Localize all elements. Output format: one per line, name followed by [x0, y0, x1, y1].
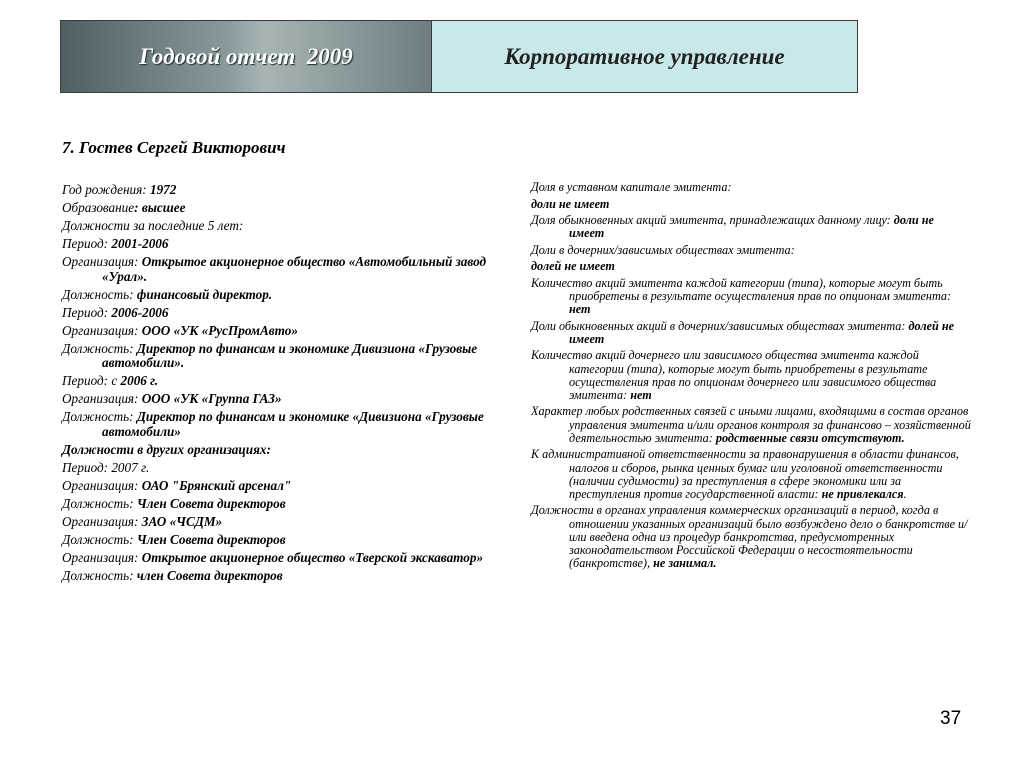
biography-column	[62, 183, 502, 587]
field-label: Период:	[62, 236, 112, 251]
field-value: родственные связи отсутствуют.	[715, 430, 905, 445]
field-label: Организация:	[62, 549, 142, 565]
field-value: Член Совета директоров	[136, 495, 286, 511]
disclosure-line	[531, 405, 971, 445]
field-label: Должность:	[62, 531, 137, 547]
field-label: К административной ответственности за правонарушения в области финансов, налогов и сборов, рынка ценных бумаг или уголовной ответственности (наличии судимости) за преступления в сфере экономики или за преступления против государственной власти:	[531, 447, 959, 501]
bio-line	[62, 255, 502, 284]
field-value: : высшее	[134, 200, 186, 215]
field-label: Должность:	[62, 286, 137, 302]
bio-line	[62, 443, 502, 458]
field-value: нет	[569, 302, 591, 317]
bio-line	[62, 183, 502, 198]
disclosure-line	[531, 181, 971, 194]
disclosure-line	[531, 320, 971, 346]
disclosure-line	[531, 198, 971, 211]
field-value: 2006-2006	[111, 304, 169, 320]
field-value: доли не имеет	[531, 196, 610, 211]
field-label: Должности за последние 5 лет:	[62, 218, 244, 233]
field-label: Должность:	[62, 409, 137, 424]
field-label: Доля обыкновенных акций эмитента, принадлежащих данному лицу:	[531, 213, 894, 227]
section-title: Корпоративное управление	[504, 43, 785, 69]
field-label: Год рождения:	[62, 182, 150, 197]
field-label: Организация:	[62, 513, 142, 529]
field-label: Организация:	[62, 391, 142, 406]
field-label: Должность:	[62, 495, 137, 511]
section-title-box	[432, 21, 857, 92]
field-value: 2006 г.	[120, 373, 159, 388]
field-value: 1972	[149, 182, 177, 197]
bio-line	[62, 497, 502, 512]
field-value: ООО «УК «РусПромАвто»	[141, 322, 298, 338]
person-title: 7. Гостев Сергей Викторович	[62, 138, 286, 157]
field-value: Открытое акционерное общество «Автомобильный завод «Урал».	[102, 254, 487, 284]
field-label: Организация:	[62, 477, 142, 493]
field-suffix: .	[903, 486, 907, 501]
field-value: долей не имеет	[569, 318, 955, 346]
slide-header	[60, 20, 858, 93]
field-label: Доли в дочерних/зависимых обществах эмитента:	[531, 242, 795, 257]
field-label: Должность:	[62, 340, 137, 356]
bio-line	[62, 410, 502, 439]
field-value: ЗАО «ЧСДМ»	[141, 513, 223, 529]
field-value: член Совета директоров	[136, 567, 283, 583]
field-value: доли не имеет	[569, 213, 934, 241]
field-label: Характер любых родственных связей с иными лицами, входящими в состав органов управления эмитента и/или органов контроля за финансово – хозяйственной деятельностью эмитента:	[531, 404, 971, 445]
bio-line	[62, 219, 502, 234]
page-number: 37	[940, 708, 962, 729]
disclosure-line	[531, 277, 971, 317]
field-value: Член Совета директоров	[136, 531, 286, 547]
field-value: ООО «УК «Группа ГАЗ»	[141, 391, 282, 406]
disclosure-line	[531, 260, 971, 273]
bio-line	[62, 237, 502, 252]
field-value: нет	[630, 387, 652, 402]
bio-line	[62, 551, 502, 566]
field-value: долей не имеет	[531, 259, 615, 274]
shareholding-column	[531, 181, 971, 574]
field-value: Директор по финансам и экономике «Дивизиона «Грузовые автомобили»	[102, 409, 484, 439]
disclosure-line	[531, 214, 971, 240]
bio-line	[62, 461, 502, 476]
disclosure-line	[531, 244, 971, 257]
bio-line	[62, 569, 502, 584]
field-value: финансовый директор.	[136, 286, 273, 302]
disclosure-line	[531, 448, 971, 501]
field-value: не привлекался	[821, 486, 904, 501]
field-value: Открытое акционерное общество «Тверской экскаватор»	[141, 549, 484, 565]
bio-line	[62, 374, 502, 389]
field-label: Должности в органах управления коммерческих организаций в период, когда в отношении указанных организаций было возбуждено дело о банкротстве и/или введена одна из процедур банкротства, предусмотренных законодательством Российской Федерации о несостоятельности (банкротстве),	[531, 503, 968, 571]
report-title-box	[61, 21, 432, 92]
disclosure-line	[531, 504, 971, 570]
field-label: Образование	[62, 200, 135, 215]
bio-line	[62, 324, 502, 339]
field-label: Период: 2007 г.	[62, 459, 150, 475]
report-title: Годовой отчет 2009	[139, 43, 353, 69]
field-value: Должности в других организациях:	[62, 441, 271, 457]
field-value: 2001-2006	[111, 236, 169, 251]
field-label: Организация:	[62, 254, 142, 269]
disclosure-line	[531, 349, 971, 402]
bio-line	[62, 515, 502, 530]
field-label: Период:	[62, 304, 112, 320]
field-label: Количество акций дочернего или зависимого общества эмитента каждой категории (типа), которые могут быть приобретены в результате осуществления прав по опционам дочернего или зависимого общества эмитента:	[531, 348, 937, 402]
bio-line	[62, 342, 502, 371]
field-value: не занимал.	[653, 556, 717, 571]
bio-line	[62, 201, 502, 216]
field-label: Период: с	[62, 373, 121, 388]
field-label: Доля в уставном капитале эмитента:	[531, 180, 732, 194]
field-value: ОАО "Брянский арсенал"	[141, 477, 292, 493]
field-value: Директор по финансам и экономике Дивизиона «Грузовые автомобили».	[102, 340, 478, 370]
field-label: Должность:	[62, 567, 137, 583]
bio-line	[62, 306, 502, 321]
bio-line	[62, 533, 502, 548]
field-label: Организация:	[62, 322, 142, 338]
bio-line	[62, 392, 502, 407]
field-label: Количество акций эмитента каждой категории (типа), которые могут быть приобретены в результате осуществления прав по опционам эмитента:	[531, 275, 952, 303]
bio-line	[62, 479, 502, 494]
field-label: Доли обыкновенных акций в дочерних/зависимых обществах эмитента:	[531, 318, 909, 333]
bio-line	[62, 288, 502, 303]
